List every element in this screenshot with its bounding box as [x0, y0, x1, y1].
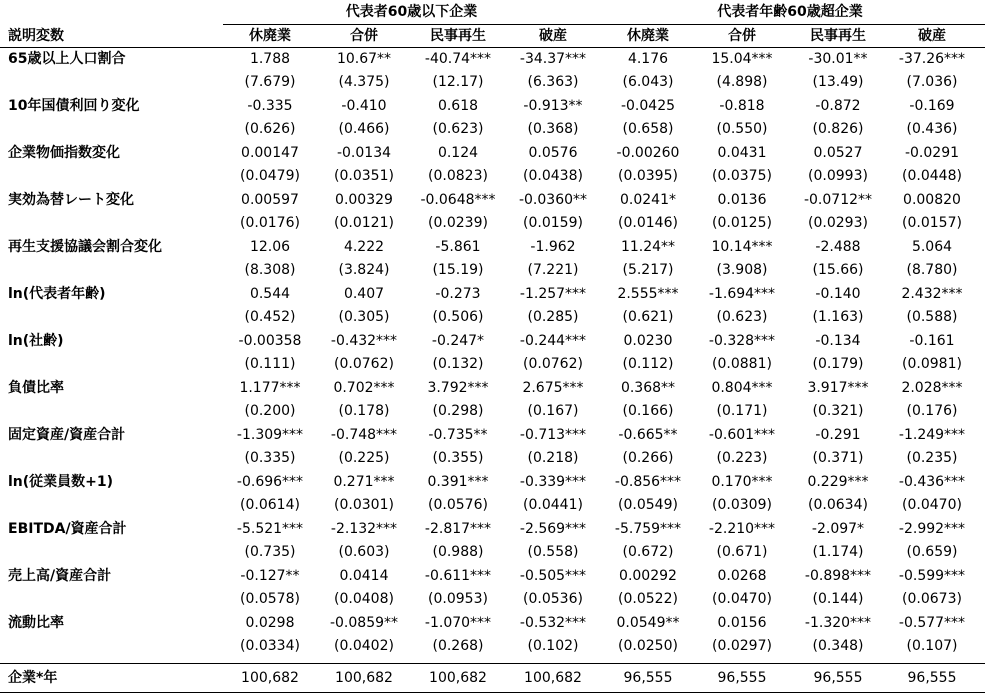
se-cell: (15.19) [432, 262, 484, 278]
column-header: 民事再生 [430, 27, 486, 44]
coef-cell: -0.0291 [904, 144, 960, 161]
coef-cell: -5.759*** [614, 520, 682, 537]
group-header-age-60-or-under: 代表者60歳以下企業 [345, 4, 478, 20]
coef-cell: 0.229*** [807, 473, 869, 490]
se-cell: (0.658) [622, 121, 674, 137]
se-cell: (0.0881) [712, 356, 772, 372]
coef-cell: 0.00292 [619, 567, 677, 584]
se-cell: (0.0176) [240, 215, 300, 231]
se-cell: (0.305) [338, 309, 390, 325]
coef-cell: 0.00820 [903, 191, 961, 208]
variable-label: 実効為替レート変化 [8, 191, 134, 208]
coef-row [0, 95, 990, 119]
coef-cell: -0.856*** [614, 473, 682, 490]
coef-row [0, 189, 990, 213]
se-cell: (0.268) [432, 638, 484, 654]
se-row [0, 494, 990, 518]
coef-cell: 0.0241* [620, 191, 676, 208]
se-cell: (0.0981) [902, 356, 962, 372]
variable-label: 再生支援協議会割合変化 [8, 238, 162, 255]
coef-cell: -0.735** [428, 426, 488, 443]
se-cell: (0.298) [432, 403, 484, 419]
column-header: 合併 [350, 27, 378, 44]
se-cell: (0.550) [716, 121, 768, 137]
se-cell: (0.0125) [712, 215, 772, 231]
coef-cell: -2.992*** [898, 520, 966, 537]
coef-cell: 10.67** [336, 50, 392, 67]
se-cell: (0.166) [622, 403, 674, 419]
coef-cell: -1.070*** [424, 614, 492, 631]
coef-row [0, 236, 990, 260]
coef-cell: -0.505*** [519, 567, 587, 584]
coef-cell: 4.176 [627, 50, 669, 67]
se-cell: (0.0762) [523, 356, 583, 372]
coef-cell: -1.249*** [898, 426, 966, 443]
se-cell: (0.0993) [808, 168, 868, 184]
se-cell: (1.174) [812, 544, 864, 560]
observations-row [0, 667, 990, 691]
column-header-row [0, 25, 990, 49]
se-cell: (0.436) [906, 121, 958, 137]
coef-cell: -0.169 [909, 97, 955, 114]
coef-cell: 3.917*** [807, 379, 869, 396]
se-row [0, 118, 990, 142]
se-cell: (0.107) [906, 638, 958, 654]
se-cell: (0.0121) [334, 215, 394, 231]
se-cell: (0.0536) [523, 591, 583, 607]
se-cell: (0.0250) [618, 638, 678, 654]
coef-cell: -34.37*** [519, 50, 587, 67]
se-cell: (3.908) [716, 262, 768, 278]
coef-cell: 0.0527 [813, 144, 863, 161]
se-cell: (0.171) [716, 403, 768, 419]
se-cell: (0.603) [338, 544, 390, 560]
se-row [0, 259, 990, 283]
coef-cell: -40.74*** [424, 50, 492, 67]
coef-cell: -0.134 [815, 332, 861, 349]
se-row [0, 353, 990, 377]
se-cell: (5.217) [622, 262, 674, 278]
se-cell: (0.0634) [808, 497, 868, 513]
variable-label: 10年国債利回り変化 [8, 97, 140, 114]
se-cell: (0.218) [527, 450, 579, 466]
se-cell: (0.0953) [428, 591, 488, 607]
variable-label: ln(代表者年齢) [8, 285, 106, 302]
se-row [0, 165, 990, 189]
se-cell: (0.0239) [428, 215, 488, 231]
se-row [0, 588, 990, 612]
coef-cell: -2.569*** [519, 520, 587, 537]
coef-cell: -0.436*** [898, 473, 966, 490]
coef-cell: 1.788 [249, 50, 291, 67]
column-header: 合併 [728, 27, 756, 44]
coef-cell: -1.694*** [708, 285, 776, 302]
coef-cell: -5.861 [435, 238, 481, 255]
se-cell: (0.321) [812, 403, 864, 419]
se-cell: (0.178) [338, 403, 390, 419]
coef-cell: -1.320*** [804, 614, 872, 631]
se-cell: (0.0479) [240, 168, 300, 184]
group-header-age-over-60: 代表者年齢60歳超企業 [717, 4, 863, 20]
se-cell: (0.0578) [240, 591, 300, 607]
coef-cell: -2.097* [811, 520, 865, 537]
se-cell: (0.0549) [618, 497, 678, 513]
coef-row [0, 283, 990, 307]
se-cell: (0.452) [244, 309, 296, 325]
se-cell: (0.235) [906, 450, 958, 466]
column-header: 破産 [539, 27, 567, 44]
observations-label: 企業*年 [8, 670, 58, 686]
coef-cell: 5.064 [911, 238, 953, 255]
se-cell: (0.0334) [240, 638, 300, 654]
se-cell: (0.0522) [618, 591, 678, 607]
coef-cell: -0.335 [247, 97, 293, 114]
coef-cell: -0.432*** [330, 332, 398, 349]
se-cell: (0.0448) [902, 168, 962, 184]
variable-label: 売上高/資産合計 [8, 567, 112, 584]
coef-cell: -0.127** [240, 567, 300, 584]
coef-cell: 0.271*** [333, 473, 395, 490]
coef-cell: -0.748*** [330, 426, 398, 443]
se-cell: (0.588) [906, 309, 958, 325]
coef-cell: 0.391*** [427, 473, 489, 490]
coef-cell: 4.222 [343, 238, 385, 255]
coef-cell: 0.804*** [711, 379, 773, 396]
observations-cell: 100,682 [241, 670, 299, 686]
se-row [0, 212, 990, 236]
coef-cell: 2.432*** [901, 285, 963, 302]
observations-cell: 100,682 [335, 670, 393, 686]
se-cell: (0.0309) [712, 497, 772, 513]
variable-label: 固定資産/資産合計 [8, 426, 126, 443]
coef-row [0, 424, 990, 448]
se-cell: (0.0762) [334, 356, 394, 372]
coef-cell: -0.913** [523, 97, 583, 114]
se-cell: (0.0301) [334, 497, 394, 513]
coef-cell: -0.665** [618, 426, 678, 443]
coef-cell: -0.328*** [708, 332, 776, 349]
coef-cell: 0.0414 [339, 567, 389, 584]
se-cell: (0.0351) [334, 168, 394, 184]
coef-cell: -0.161 [909, 332, 955, 349]
se-cell: (0.111) [244, 356, 296, 372]
se-cell: (8.780) [906, 262, 958, 278]
coef-cell: 0.00329 [335, 191, 393, 208]
se-cell: (0.659) [906, 544, 958, 560]
se-cell: (0.826) [812, 121, 864, 137]
se-cell: (0.348) [812, 638, 864, 654]
coef-cell: -0.0134 [336, 144, 392, 161]
coef-cell: 0.0230 [623, 332, 673, 349]
coef-cell: -0.00358 [238, 332, 302, 349]
coef-cell: -0.0425 [620, 97, 676, 114]
coef-cell: 0.124 [437, 144, 479, 161]
coef-cell: 0.368** [620, 379, 676, 396]
se-cell: (0.285) [527, 309, 579, 325]
group-header-row [0, 1, 990, 25]
se-cell: (0.167) [527, 403, 579, 419]
coef-cell: 11.24** [620, 238, 676, 255]
se-cell: (3.824) [338, 262, 390, 278]
se-cell: (0.0375) [712, 168, 772, 184]
se-cell: (0.0157) [902, 215, 962, 231]
coef-cell: -0.599*** [898, 567, 966, 584]
se-cell: (0.671) [716, 544, 768, 560]
se-cell: (0.621) [622, 309, 674, 325]
se-cell: (0.223) [716, 450, 768, 466]
observations-cell: 100,682 [429, 670, 487, 686]
observations-cell: 100,682 [524, 670, 582, 686]
coef-row [0, 330, 990, 354]
coef-cell: 2.028*** [901, 379, 963, 396]
se-cell: (0.371) [812, 450, 864, 466]
se-cell: (7.679) [244, 74, 296, 90]
se-cell: (0.466) [338, 121, 390, 137]
coef-cell: 0.0549** [616, 614, 680, 631]
se-cell: (0.144) [812, 591, 864, 607]
coef-cell: 0.0136 [717, 191, 767, 208]
se-row [0, 447, 990, 471]
coef-cell: 2.555*** [617, 285, 679, 302]
se-cell: (0.0402) [334, 638, 394, 654]
coef-cell: -2.488 [815, 238, 861, 255]
coef-cell: -0.818 [719, 97, 765, 114]
se-cell: (0.112) [622, 356, 674, 372]
se-row [0, 541, 990, 565]
variable-label: ln(社齢) [8, 332, 64, 349]
column-header: 休廃業 [249, 27, 291, 44]
coef-cell: -0.339*** [519, 473, 587, 490]
coef-cell: -2.132*** [330, 520, 398, 537]
coef-cell: -0.611*** [424, 567, 492, 584]
variable-label: 負債比率 [8, 379, 64, 396]
se-cell: (0.626) [244, 121, 296, 137]
se-cell: (0.368) [527, 121, 579, 137]
se-cell: (0.623) [432, 121, 484, 137]
se-cell: (0.102) [527, 638, 579, 654]
column-header: 休廃業 [627, 27, 669, 44]
footer-rule [0, 663, 985, 664]
se-cell: (0.355) [432, 450, 484, 466]
coef-cell: 10.14*** [711, 238, 773, 255]
se-cell: (0.735) [244, 544, 296, 560]
coef-cell: -0.00260 [616, 144, 680, 161]
se-cell: (0.0146) [618, 215, 678, 231]
coef-cell: -37.26*** [898, 50, 966, 67]
coef-cell: -5.521*** [236, 520, 304, 537]
se-cell: (7.221) [527, 262, 579, 278]
coef-cell: -0.244*** [519, 332, 587, 349]
se-cell: (0.0470) [712, 591, 772, 607]
se-row [0, 400, 990, 424]
se-row [0, 71, 990, 95]
se-cell: (0.558) [527, 544, 579, 560]
coef-cell: -0.898*** [804, 567, 872, 584]
coef-cell: 0.0156 [717, 614, 767, 631]
se-cell: (0.0438) [523, 168, 583, 184]
se-cell: (0.623) [716, 309, 768, 325]
se-row [0, 635, 990, 659]
observations-cell: 96,555 [813, 670, 863, 686]
coef-cell: -2.817*** [424, 520, 492, 537]
se-cell: (0.0293) [808, 215, 868, 231]
se-cell: (6.363) [527, 74, 579, 90]
coef-cell: -30.01** [808, 50, 868, 67]
variable-label: 企業物価指数変化 [8, 144, 120, 161]
coef-cell: -0.273 [435, 285, 481, 302]
coef-cell: 0.170*** [711, 473, 773, 490]
coef-cell: -0.410 [341, 97, 387, 114]
se-row [0, 306, 990, 330]
se-cell: (0.0470) [902, 497, 962, 513]
coef-row [0, 612, 990, 636]
column-header: 破産 [918, 27, 946, 44]
se-cell: (0.132) [432, 356, 484, 372]
coef-cell: -0.247* [431, 332, 485, 349]
se-cell: (1.163) [812, 309, 864, 325]
se-cell: (0.0395) [618, 168, 678, 184]
coef-cell: 0.0431 [717, 144, 767, 161]
coef-cell: -1.962 [530, 238, 576, 255]
coef-cell: 15.04*** [711, 50, 773, 67]
bottom-rule [0, 692, 985, 693]
se-cell: (8.308) [244, 262, 296, 278]
coef-cell: -0.140 [815, 285, 861, 302]
coef-cell: 0.702*** [333, 379, 395, 396]
coef-cell: -1.257*** [519, 285, 587, 302]
coef-cell: -0.577*** [898, 614, 966, 631]
se-cell: (0.0823) [428, 168, 488, 184]
coef-cell: -0.696*** [236, 473, 304, 490]
observations-cell: 96,555 [717, 670, 767, 686]
se-cell: (0.0297) [712, 638, 772, 654]
se-cell: (0.506) [432, 309, 484, 325]
se-cell: (0.0159) [523, 215, 583, 231]
coef-row [0, 471, 990, 495]
corner-label: 説明変数 [8, 27, 64, 44]
column-header: 民事再生 [810, 27, 866, 44]
coef-cell: 0.544 [249, 285, 291, 302]
coef-cell: 0.618 [437, 97, 479, 114]
coef-cell: 12.06 [249, 238, 291, 255]
se-cell: (0.266) [622, 450, 674, 466]
se-cell: (0.0576) [428, 497, 488, 513]
coef-cell: 0.00597 [241, 191, 299, 208]
se-cell: (0.988) [432, 544, 484, 560]
se-cell: (12.17) [432, 74, 484, 90]
se-cell: (4.375) [338, 74, 390, 90]
se-cell: (0.0673) [902, 591, 962, 607]
se-cell: (4.898) [716, 74, 768, 90]
se-cell: (7.036) [906, 74, 958, 90]
coef-cell: -0.872 [815, 97, 861, 114]
coef-cell: 0.407 [343, 285, 385, 302]
coef-cell: 1.177*** [239, 379, 301, 396]
observations-cell: 96,555 [623, 670, 673, 686]
coef-cell: -0.601*** [708, 426, 776, 443]
se-cell: (0.672) [622, 544, 674, 560]
variable-label: 65歳以上人口割合 [8, 50, 126, 67]
variable-label: ln(従業員数+1) [8, 473, 114, 490]
coef-cell: -0.0859** [329, 614, 399, 631]
se-cell: (15.66) [812, 262, 864, 278]
se-cell: (6.043) [622, 74, 674, 90]
se-cell: (0.0441) [523, 497, 583, 513]
coef-cell: 0.00147 [241, 144, 299, 161]
se-cell: (0.225) [338, 450, 390, 466]
variable-label: EBITDA/資産合計 [8, 520, 127, 537]
se-cell: (13.49) [812, 74, 864, 90]
coef-cell: -2.210*** [708, 520, 776, 537]
coef-cell: 0.0576 [528, 144, 578, 161]
coef-row [0, 48, 990, 72]
coef-cell: -0.0360** [518, 191, 588, 208]
coef-row [0, 518, 990, 542]
coef-row [0, 377, 990, 401]
se-cell: (0.0614) [240, 497, 300, 513]
se-cell: (0.200) [244, 403, 296, 419]
coef-row [0, 142, 990, 166]
coef-cell: 2.675*** [522, 379, 584, 396]
se-cell: (0.179) [812, 356, 864, 372]
coef-cell: -0.532*** [519, 614, 587, 631]
variable-label: 流動比率 [8, 614, 64, 631]
coef-cell: -0.713*** [519, 426, 587, 443]
coef-cell: 3.792*** [427, 379, 489, 396]
coef-cell: -0.0712** [803, 191, 873, 208]
observations-cell: 96,555 [907, 670, 957, 686]
coef-cell: 0.0298 [245, 614, 295, 631]
coef-cell: -0.0648*** [420, 191, 496, 208]
se-cell: (0.0408) [334, 591, 394, 607]
coef-cell: -0.291 [815, 426, 861, 443]
coef-row [0, 565, 990, 589]
coef-cell: -1.309*** [236, 426, 304, 443]
se-cell: (0.335) [244, 450, 296, 466]
coef-cell: 0.0268 [717, 567, 767, 584]
se-cell: (0.176) [906, 403, 958, 419]
